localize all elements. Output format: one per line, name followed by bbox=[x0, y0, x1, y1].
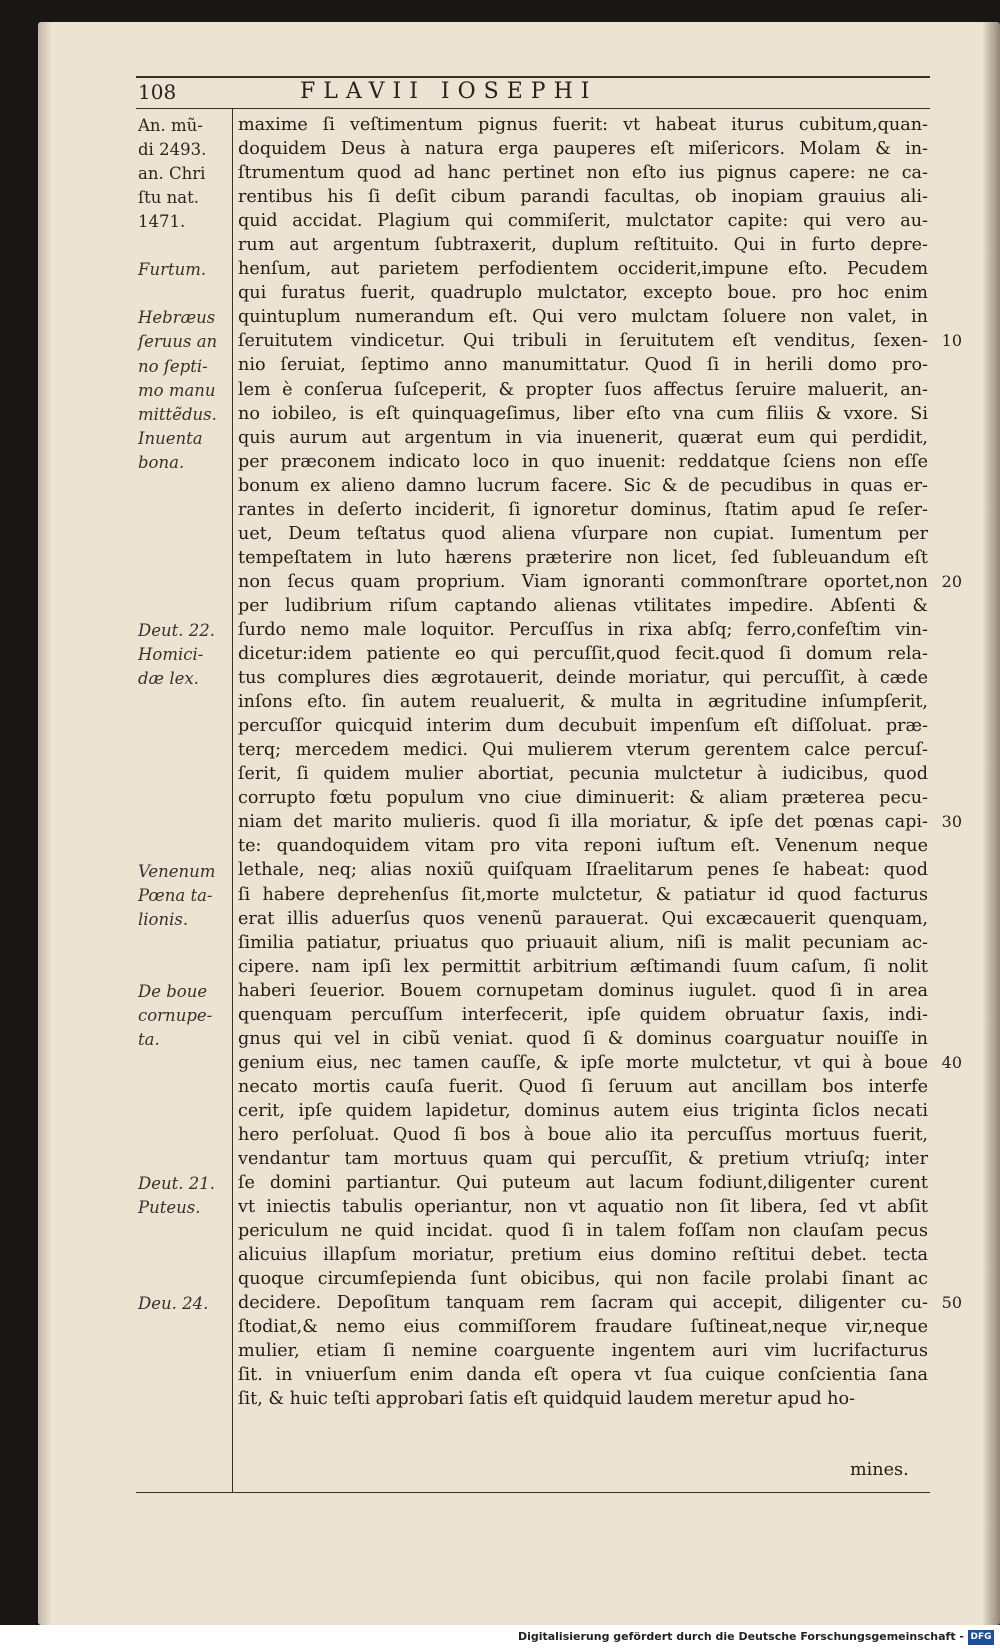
margin-note: 1471. bbox=[138, 212, 186, 232]
margin-note: An. mũ- bbox=[138, 116, 203, 135]
text-line: tempeſtatem in luto hærens præterire non licet, ſed ſubleuandum eſt bbox=[238, 547, 928, 568]
text-line: hero perſoluat. Quod ſi bos à boue alio ita percuſſus mortuus fuerit, bbox=[238, 1124, 928, 1145]
footer-bar bbox=[0, 1625, 1000, 1651]
line-number: 20 bbox=[941, 571, 962, 591]
text-line: te: quandoquidem vitam pro vita reponi iuſtum eſt. Venenum neque bbox=[238, 836, 928, 857]
text-line: quis aurum aut argentum in via inuenerit, quærat eum qui perdidit, bbox=[238, 427, 928, 448]
text-line: percuſſor quicquid interim dum decubuit impenſum eſt diſſoluat. præ- bbox=[238, 716, 928, 737]
margin-note: De boue bbox=[138, 981, 208, 1001]
running-title: FLAVII IOSEPHI bbox=[300, 79, 598, 104]
text-line: cipere. nam ipſi lex permittit arbitrium æſtimandi ſuum caſum, ſi nolit bbox=[238, 956, 928, 977]
margin-note: di 2493. bbox=[138, 140, 207, 160]
margin-note: ſeruus an bbox=[138, 332, 218, 352]
margin-note: cornupe- bbox=[138, 1005, 213, 1025]
margin-note: mittẽdus. bbox=[138, 404, 217, 424]
text-line: maxime ſi veſtimentum pignus fuerit: vt habeat iturus cubitum,quan- bbox=[238, 115, 928, 135]
text-line: ſimilia patiatur, priuatus quo priuauit alium, niſi is malit pecuniam ac- bbox=[238, 932, 928, 953]
text-line: erat illis aduerſus quos venenũ parauerat. Qui excæcauerit quenquam, bbox=[238, 908, 928, 929]
text-line: rum aut argentum ſubtraxerit, duplum reſtituito. Qui in furto depre- bbox=[238, 235, 928, 256]
text-line: vt iniectis tabulis operiantur, non vt aquatio non ſit libera, ſed vt abſit bbox=[238, 1197, 928, 1218]
text-line: alicuius illapſum moriatur, pretium eius domino reſtitui debet. tecta bbox=[238, 1245, 928, 1266]
text-line: per præconem indicato loco in quo inuenit: reddatque ſciens non eſſe bbox=[238, 451, 928, 472]
margin-note: Deut. 21. bbox=[138, 1174, 215, 1194]
text-line: haberi ſeuerior. Bouem cornupetam dominus iugulet. quod ſi in area bbox=[238, 980, 928, 1001]
catchword: mines. bbox=[850, 1460, 909, 1480]
text-line: genium eius, nec tamen cauſſe, & ipſe morte mulctetur, vt qui à boue bbox=[238, 1052, 928, 1073]
text-line: ſtrumentum quod ad hanc pertinet non eſto ius pignus capere: ne ca- bbox=[238, 163, 928, 184]
text-line: necato mortis cauſa fuerit. Quod ſi ſeruum aut ancillam bos interfe bbox=[238, 1076, 928, 1097]
page-shadow-right bbox=[982, 22, 1000, 1625]
margin-note: Deu. 24. bbox=[138, 1294, 209, 1314]
text-line: per ludibrium riſum captando alienas vtilitates impedire. Abſenti & bbox=[238, 595, 928, 616]
bottom-rule bbox=[136, 1492, 930, 1493]
line-number: 10 bbox=[941, 331, 962, 351]
margin-note: lionis. bbox=[138, 909, 189, 929]
margin-note: Venenum bbox=[138, 861, 216, 881]
text-line: ſeruitutem vindicetur. Qui tribuli in ſeruitutem eſt venditus, ſexen- bbox=[238, 331, 928, 352]
margin-note: Pœna ta- bbox=[138, 885, 213, 905]
margin-note: no ſepti- bbox=[138, 356, 208, 376]
text-line: quid accidat. Plagium qui commiſerit, mulctator capite: qui vero au- bbox=[238, 211, 928, 232]
margin-note: ſtu nat. bbox=[138, 188, 199, 208]
line-number: 30 bbox=[941, 812, 962, 832]
text-line: decidere. Depoſitum tanquam rem ſacram qui accepit, diligenter cu- bbox=[238, 1293, 928, 1314]
line-number: 50 bbox=[941, 1293, 962, 1313]
top-rule bbox=[136, 76, 930, 78]
margin-note: Puteus. bbox=[138, 1198, 201, 1218]
margin-note: ta. bbox=[138, 1029, 160, 1049]
text-line: corrupto fœtu populum vno ciue diminuerit: & aliam prætereа pecu- bbox=[238, 788, 928, 809]
text-line: ſurdo nemo male loquitor. Percuſſus in rixa abſq; ferro,confeſtim vin- bbox=[238, 619, 928, 640]
text-line: niam det marito mulieris. quod ſi illa moriatur, & ipſe det pœnas capi- bbox=[238, 812, 928, 833]
text-line: no iobileo, is eſt quinquageſimus, liber eſto vna cum filiis & vxore. Si bbox=[238, 403, 928, 424]
text-line: mulier, etiam ſi nemine coarguente ingentem auri vim lucrifacturus bbox=[238, 1341, 928, 1362]
text-line: rantes in deſerto inciderit, ſi ignoretur dominus, ſtatim apud ſe reſer- bbox=[238, 499, 928, 520]
body-text bbox=[238, 113, 928, 1412]
text-line: lem è conſerua ſuſceperit, & propter ſuos affectus ſeruire maluerit, an- bbox=[238, 379, 928, 400]
margin-note: dæ lex. bbox=[138, 669, 199, 689]
text-line: quoque circumſepienda ſunt obicibus, qui non facile prolabi ſinant ac bbox=[238, 1269, 928, 1290]
text-line: ſe domini partiantur. Qui puteum aut lacum fodiunt,diligenter curent bbox=[238, 1173, 928, 1194]
margin-note: Deut. 22. bbox=[138, 621, 215, 641]
text-line: ſi habere deprehenſus ſit,morte mulctetur, & patiatur id quod facturus bbox=[238, 884, 928, 905]
text-line: tus complures dies ægrotauerit, deinde moriatur, qui percuſſit, à cæde bbox=[238, 668, 928, 689]
margin-note: Inuenta bbox=[138, 428, 203, 448]
text-line: uet, Deum teſtatus quod aliena vſurpare non cupiat. Iumentum per bbox=[238, 523, 928, 544]
text-line: ſtodiat,& nemo eius commiſſorem fraudare ſuſtineat,neque vir,neque bbox=[238, 1317, 928, 1338]
margin-note: Homici- bbox=[138, 645, 204, 665]
page-shadow-left bbox=[38, 22, 52, 1625]
text-line: lethale, neq; alias noxiũ quiſquam Iſraelitarum penes ſe habeat: quod bbox=[238, 860, 928, 881]
line-number: 40 bbox=[941, 1052, 962, 1072]
text-line: ſerit, ſi quidem mulier abortiat, pecunia mulctetur à iudicibus, quod bbox=[238, 764, 928, 785]
text-line: bonum ex alieno damno lucrum facere. Sic & de pecudibus in quas er- bbox=[238, 475, 928, 496]
page-number: 108 bbox=[138, 80, 177, 104]
text-line: qui furatus fuerit, quadruplo mulctator, excepto boue. pro hoc enim bbox=[238, 283, 928, 304]
text-line: rentibus his ſi deſit cibum parandi facultas, ob inopiam grauius ali- bbox=[238, 187, 928, 208]
text-line: non ſecus quam proprium. Viam ignoranti commonſtrare oportet,non bbox=[238, 571, 928, 592]
header-rule bbox=[136, 108, 930, 109]
text-line: quenquam percuſſum interfecerit, ipſe quidem obruatur ſaxis, indi- bbox=[238, 1004, 928, 1025]
text-line: terq; mercedem medici. Qui mulierem vterum gerentem calce percuſ- bbox=[238, 740, 928, 761]
text-line: cerit, ipſe quidem lapidetur, dominus autem eius triginta ſiclos necati bbox=[238, 1100, 928, 1121]
text-line: vendantur tam mortuus quam qui percuſſit, & pretium vtriuſq; inter bbox=[238, 1149, 928, 1170]
margin-note: Hebræus bbox=[138, 308, 216, 328]
text-line: dicetur:idem patiente eo qui percuſſit,quod fecit.quod ſi domum rela- bbox=[238, 644, 928, 665]
margin-note: an. Chri bbox=[138, 164, 206, 184]
text-line: nio ſeruiat, ſeptimo anno manumittatur. Quod ſi in herili domo pro- bbox=[238, 355, 928, 376]
text-line: periculum ne quid incidat. quod ſi in talem foſſam non clauſam pecus bbox=[238, 1221, 928, 1242]
text-line: gnus qui vel in cibũ veniat. quod ſi & dominus coarguatur nouiſſe in bbox=[238, 1028, 928, 1049]
text-line: inſons eſto. ſin autem reualuerit, & multa in ægritudine inſumpſerit, bbox=[238, 692, 928, 713]
margin-note: mo manu bbox=[138, 380, 216, 400]
footer-credit: Digitalisierung gefördert durch die Deutsche Forschungsgemeinschaft - bbox=[517, 1630, 964, 1643]
text-line: doquidem Deus à natura erga pauperes eſt miſericors. Molam & in- bbox=[238, 139, 928, 160]
margin-note: bona. bbox=[138, 452, 185, 472]
text-line: ſit, & huic teſti approbari ſatis eſt quidquid laudem meretur apud ho- bbox=[238, 1389, 856, 1410]
text-line: ſit. in vniuerſum enim danda eſt opera vt ſua cuique conſcientia ſana bbox=[238, 1365, 928, 1386]
dfg-logo: DFG bbox=[968, 1630, 994, 1645]
text-line: henſum, aut parietem perfodientem occiderit,impune eſto. Pecudem bbox=[238, 259, 928, 280]
margin-note: Furtum. bbox=[138, 260, 207, 280]
text-line: quintuplum numerandum eſt. Qui vero mulctam ſoluere non valet, in bbox=[238, 307, 928, 328]
margin-column-rule bbox=[232, 108, 233, 1492]
